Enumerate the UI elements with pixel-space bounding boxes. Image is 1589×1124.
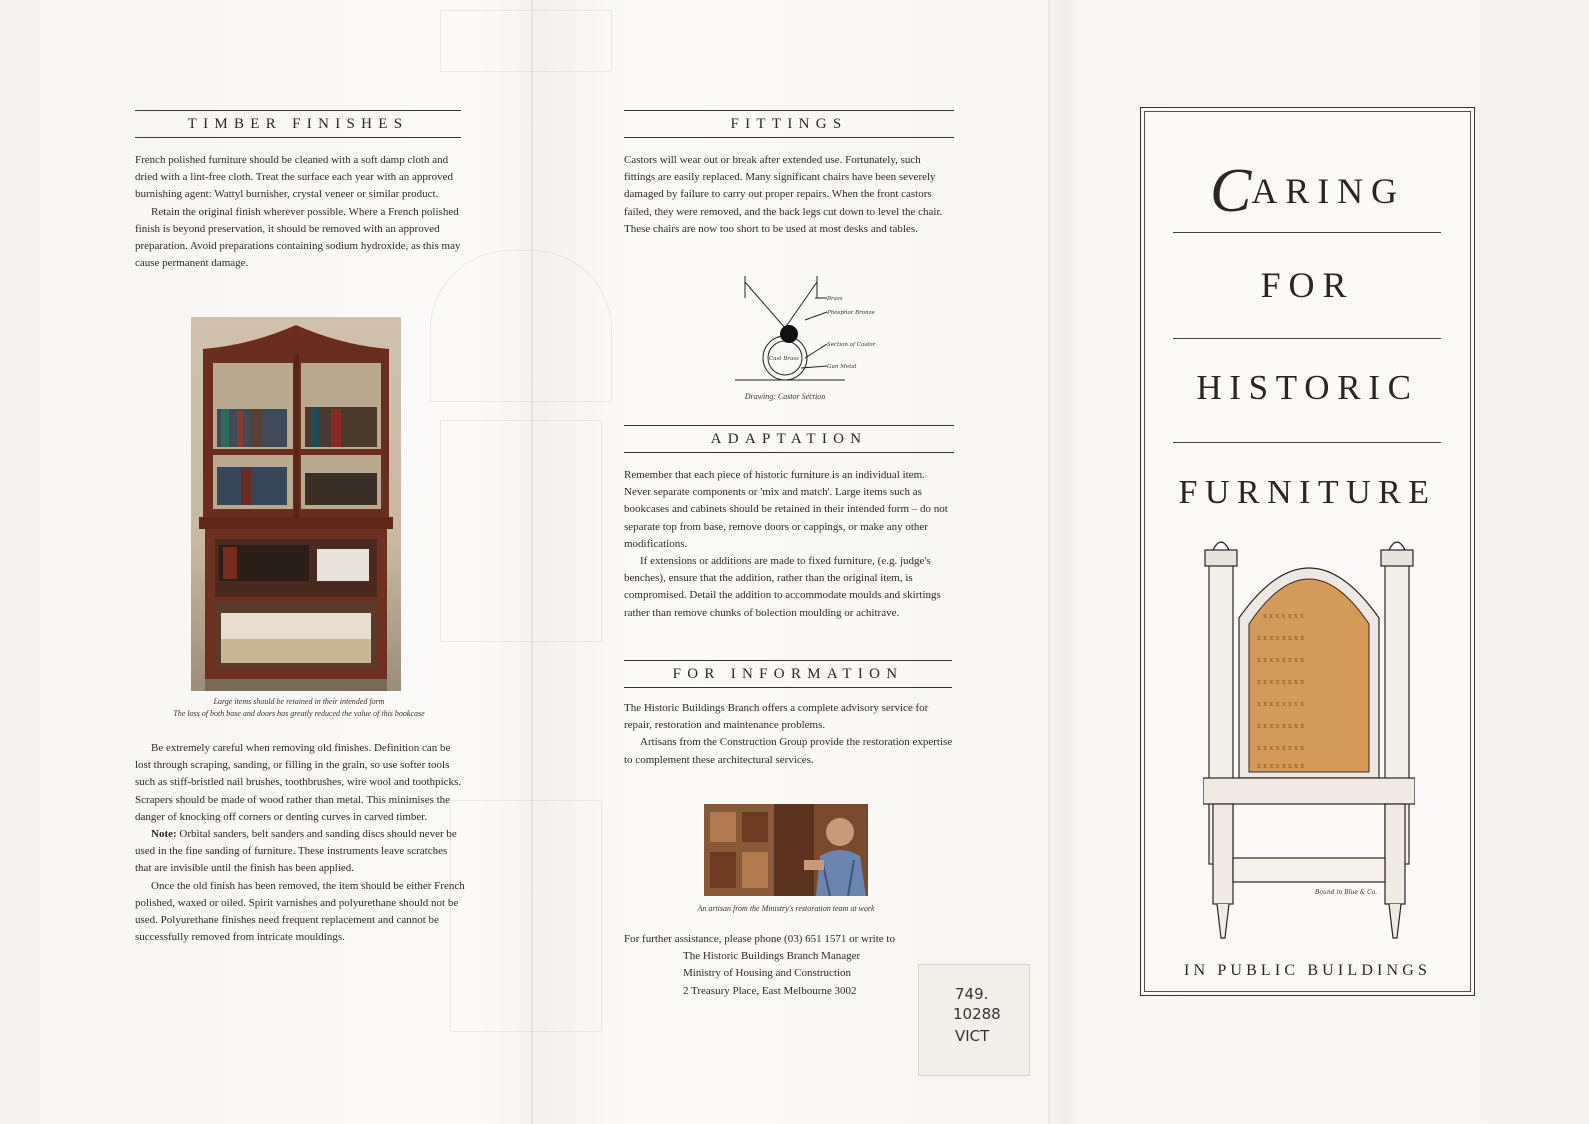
cover-word-text: ARING <box>1251 171 1405 211</box>
call-number-line: 749. <box>955 985 989 1003</box>
contact-block <box>624 931 954 1000</box>
paragraph: Remember that each piece of historic furniture is an individual item. Never separate components or 'mix and match'. Large items such as bookcases and cabinets should be retained in their intended form – do not separate top from base, remove doors or cappings, or make any other modifications. <box>624 469 948 550</box>
heading-adaptation: ADAPTATION <box>624 425 954 453</box>
library-label <box>918 964 1030 1076</box>
cover-title-for: FOR <box>1260 265 1355 305</box>
contact-line: 2 Treasury Place, East Melbourne 3002 <box>683 984 857 997</box>
castor-section-drawing <box>735 268 885 386</box>
note-text: Orbital sanders, belt sanders and sanding discs should never be used in the fine sanding of furniture. These instruments leave scratches that are invisible until the finish has been applied. <box>135 828 457 875</box>
svg-text:x x x x x x x x: x x x x x x x x <box>1257 762 1305 770</box>
paragraph: Retain the original finish wherever possible. Where a French polished finish is beyond preservation, it should be removed with an approved preparation. Avoid preparations containing sodium hydroxide, as this may cause permanent damage. <box>135 205 461 270</box>
drawing-label: Gun Metal <box>827 364 857 370</box>
chair-signature: Bound in Blue & Co. <box>1315 889 1378 896</box>
paragraph: French polished furniture should be cleaned with a soft damp cloth and dried with a lint-free cloth. Treat the surface each year with an approved burnishing agent: Wattyl burnisher, crystal veneer or similar product. <box>135 154 453 201</box>
svg-text:x x x x x x x x: x x x x x x x x <box>1257 678 1305 686</box>
contact-intro: For further assistance, please phone (03) 651 1571 or write to <box>624 933 895 945</box>
cover-title-caring <box>1141 156 1474 227</box>
artisan-illustration <box>704 804 868 896</box>
cover-subtitle: IN PUBLIC BUILDINGS <box>1183 962 1432 979</box>
show-through-ghost <box>450 800 602 1032</box>
cover-title-furniture: FURNITURE <box>1178 474 1437 511</box>
note-label: Note: <box>151 828 177 841</box>
svg-text:x x x x x x x: x x x x x x x <box>1263 612 1304 620</box>
fold-line-right <box>1048 0 1050 1124</box>
paragraph <box>135 826 465 878</box>
chair-illustration <box>1203 528 1415 948</box>
contact-line: The Historic Buildings Branch Manager <box>683 950 861 963</box>
cover-rule <box>1173 338 1441 339</box>
call-number-line: 10288 <box>953 1005 1001 1023</box>
drawing-label: Section of Castor <box>827 342 876 348</box>
cover-panel <box>1140 107 1475 996</box>
drawing-caption: Drawing: Castor Section <box>744 392 826 401</box>
drawing-label: Phosphor Bronze <box>827 310 875 316</box>
heading-fittings: FITTINGS <box>624 110 954 138</box>
paragraph: Be extremely careful when removing old finishes. Definition can be lost through scraping, sanding, or filling in the grain, so use softer tools such as stiff-bristled nail brushes, toothbrushes, wire wool and toothpicks. Scrapers should be made of wood rather than metal. This minimises the danger of knocking off corners or denting curves in carved timber. <box>135 742 462 823</box>
artisan-caption: An artisan from the Ministry's restoration team at work <box>697 904 875 913</box>
information-text <box>624 700 954 769</box>
bookcase-caption <box>135 696 463 720</box>
svg-text:x x x x x x x x: x x x x x x x x <box>1257 744 1305 752</box>
drawing-label: Brass <box>827 296 843 302</box>
fittings-text: Castors will wear out or break after extended use. Fortunately, such fittings are easily replaced. Many significant chairs have been severely damaged by failure to carry out proper repairs. When the front castors failed, they were removed, and the back legs cut down to level the chair. These chairs are now too short to be used at most desks and tables. <box>624 154 943 235</box>
svg-text:x x x x x x x x: x x x x x x x x <box>1257 722 1305 730</box>
show-through-ghost <box>440 10 612 72</box>
cover-rule <box>1173 232 1441 233</box>
show-through-ghost <box>430 250 612 402</box>
caption-line: Large items should be retained in their intended form <box>213 697 385 706</box>
paragraph: The Historic Buildings Branch offers a complete advisory service for repair, restoration and maintenance problems. <box>624 702 929 732</box>
paragraph: Once the old finish has been removed, the item should be either French polished, waxed or oiled. Spirit varnishes and polyurethane should not be used. Polyurethane finishes need frequent replacement and cannot be successfully removed from intricate mouldings. <box>135 879 465 944</box>
svg-text:x x x x x x x x: x x x x x x x x <box>1257 656 1305 664</box>
finishes-removal-text <box>135 740 465 946</box>
show-through-ghost <box>440 420 602 642</box>
call-number-line: VICT <box>955 1027 990 1045</box>
heading-timber-finishes: TIMBER FINISHES <box>135 110 461 138</box>
cover-initial: C <box>1210 157 1252 225</box>
artisan-photo <box>704 804 868 896</box>
caption-line: The loss of both base and doors has greatly reduced the value of this bookcase <box>173 709 425 718</box>
heading-for-information: FOR INFORMATION <box>624 660 952 688</box>
drawing-label: Cast Brass <box>769 356 799 362</box>
svg-text:x x x x x x x x: x x x x x x x x <box>1257 700 1305 708</box>
paragraph: Artisans from the Construction Group provide the restoration expertise to complement these architectural services. <box>624 736 953 766</box>
svg-text:x x x x x x x x: x x x x x x x x <box>1257 634 1305 642</box>
contact-line: Ministry of Housing and Construction <box>683 967 852 980</box>
cover-rule <box>1173 442 1441 443</box>
bookcase-photo <box>191 317 401 691</box>
paragraph: If extensions or additions are made to fixed furniture, (e.g. judge's benches), ensure that the addition, rather than the original item, is compromised. Detail the addition to accommodate moulds and skirtings rather than remove chunks of bolection moulding or achitrave. <box>624 555 941 619</box>
timber-finishes-text <box>135 152 465 272</box>
adaptation-text <box>624 467 954 622</box>
cover-title-historic: HISTORIC <box>1196 368 1419 407</box>
bookcase-illustration <box>191 317 401 691</box>
castor-wheel-mark <box>780 325 798 343</box>
